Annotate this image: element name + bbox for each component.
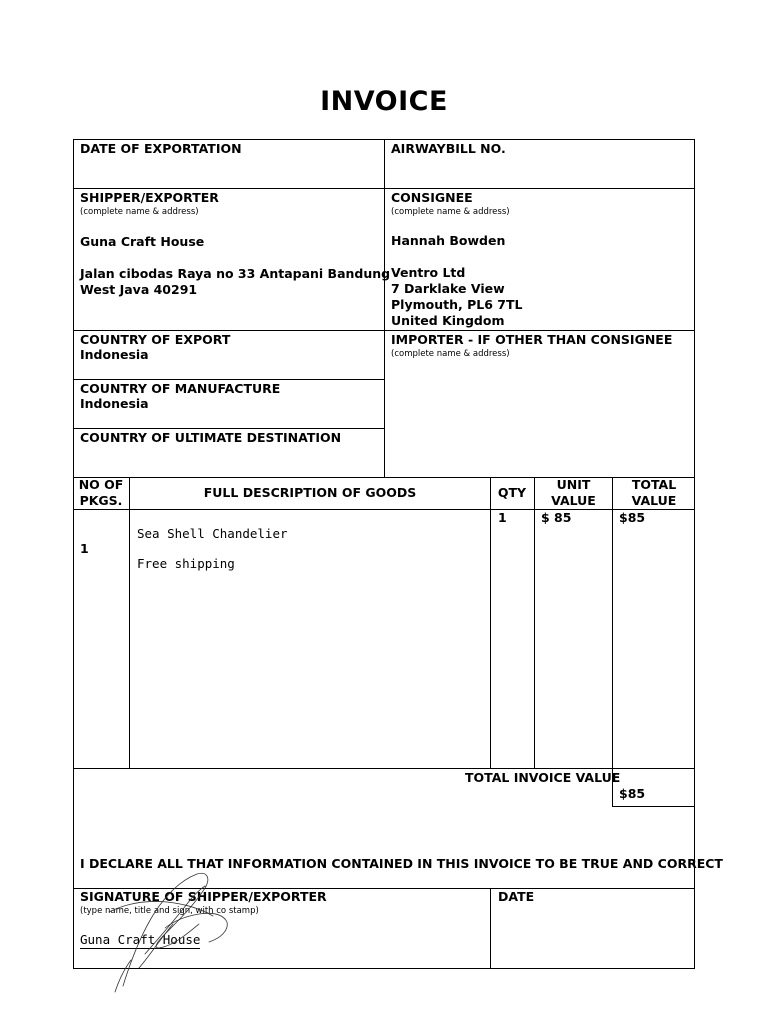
goods-header-divider	[73, 509, 695, 510]
row-description-line1: Sea Shell Chandelier	[137, 526, 288, 541]
airwaybill-label: AIRWAYBILL NO.	[391, 141, 506, 156]
header-no-of-pkgs	[73, 477, 129, 509]
section-border-right	[694, 806, 695, 889]
column-divider	[384, 139, 385, 477]
consignee-country: United Kingdom	[391, 313, 505, 328]
signature-hint: (type name, title and sign, with co stamp)	[80, 906, 259, 916]
declaration-text: I DECLARE ALL THAT INFORMATION CONTAINED IN THIS INVOICE TO BE TRUE AND CORRECT	[80, 856, 723, 871]
importer-hint: (complete name & address)	[391, 349, 510, 359]
row-total-value: $85	[619, 510, 646, 525]
header-description: FULL DESCRIPTION OF GOODS	[203, 485, 417, 500]
header-total-value-line2: VALUE	[631, 493, 677, 508]
importer-label: IMPORTER - IF OTHER THAN CONSIGNEE	[391, 332, 673, 347]
header-no-of-pkgs-line2: PKGS.	[79, 493, 123, 508]
row-divider	[73, 428, 385, 429]
header-unit-value-line1: UNIT	[556, 477, 591, 492]
row-qty: 1	[498, 510, 507, 525]
shipper-label: SHIPPER/EXPORTER	[80, 190, 219, 205]
country-of-export-value: Indonesia	[80, 347, 149, 362]
handwritten-signature	[95, 868, 235, 993]
shipper-address-line2: West Java 40291	[80, 282, 198, 297]
invoice-title: INVOICE	[320, 86, 448, 117]
shipper-address-line1: Jalan cibodas Raya no 33 Antapani Bandung	[80, 266, 391, 281]
row-no-of-pkgs: 1	[80, 541, 89, 556]
goods-col-divider	[534, 477, 535, 769]
consignee-hint: (complete name & address)	[391, 207, 510, 217]
total-invoice-value-label: TOTAL INVOICE VALUE	[465, 770, 621, 785]
country-of-manufacture-value: Indonesia	[80, 396, 149, 411]
consignee-label: CONSIGNEE	[391, 190, 473, 205]
shipper-hint: (complete name & address)	[80, 207, 199, 217]
row-divider	[73, 379, 385, 380]
goods-col-divider	[490, 477, 491, 769]
consignee-name: Hannah Bowden	[391, 233, 506, 248]
signature-date-divider	[490, 888, 491, 969]
header-qty: QTY	[497, 485, 527, 500]
header-unit-value	[535, 477, 612, 509]
date-label: DATE	[498, 889, 535, 904]
total-invoice-value: $85	[619, 786, 646, 801]
section-border-left	[73, 769, 74, 889]
signature-typed-name: Guna Craft House	[80, 932, 201, 947]
header-total-value	[613, 477, 695, 509]
header-unit-value-line2: VALUE	[551, 493, 596, 508]
country-of-destination-label: COUNTRY OF ULTIMATE DESTINATION	[80, 430, 342, 445]
header-total-value-line1: TOTAL	[631, 477, 677, 492]
consignee-company: Ventro Ltd	[391, 265, 466, 280]
goods-col-divider	[129, 477, 130, 769]
row-divider	[73, 188, 695, 189]
date-of-exportation-label: DATE OF EXPORTATION	[80, 141, 242, 156]
signature-label: SIGNATURE OF SHIPPER/EXPORTER	[80, 889, 327, 904]
country-of-manufacture-label: COUNTRY OF MANUFACTURE	[80, 381, 281, 396]
row-description-line2: Free shipping	[137, 556, 235, 571]
goods-col-divider	[612, 477, 613, 769]
consignee-city: Plymouth, PL6 7TL	[391, 297, 523, 312]
row-divider	[73, 330, 695, 331]
country-of-export-label: COUNTRY OF EXPORT	[80, 332, 231, 347]
row-unit-value: $ 85	[541, 510, 572, 525]
header-no-of-pkgs-line1: NO OF	[78, 477, 124, 492]
goods-table	[73, 477, 695, 769]
consignee-street: 7 Darklake View	[391, 281, 505, 296]
shipper-name: Guna Craft House	[80, 234, 205, 249]
